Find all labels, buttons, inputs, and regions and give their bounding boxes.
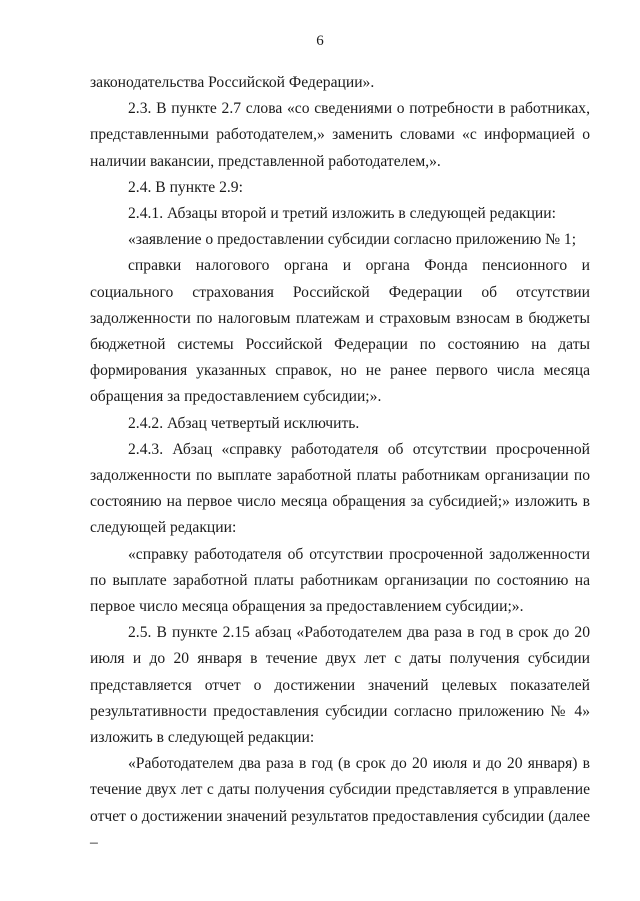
paragraph-2-5: 2.5. В пункте 2.15 абзац «Работодателем два раза в год в срок до 20 июля и до 20 января в течение двух лет с даты получения субсидии представляется отчет о достижении значений целевых показателей результативности предоставления субсидии согласно приложению № 4» изложить в следующей редакции: xyxy=(90,624,590,747)
paragraph-2-4-2: 2.4.2. Абзац четвертый исключить. xyxy=(128,414,360,432)
paragraph-quote-application: «заявление о предоставлении субсидии согласно приложению № 1; xyxy=(128,231,577,249)
paragraph-quote-report: «Работодателем два раза в год (в срок до 20 июля и до 20 января) в течение двух лет с даты получения субсидии представляется в управление отчет о достижении значений результатов предоставления субсидии (далее – xyxy=(90,755,590,851)
paragraph-continuation: законодательства Российской Федерации». xyxy=(90,74,375,91)
paragraph-2-3: 2.3. В пункте 2.7 слова «со сведениями о потребности в работниках, представленными работодателем,» заменить словами «с информацией о наличии вакансии, представленной работодателем,». xyxy=(90,100,590,170)
page-number: 6 xyxy=(316,33,324,49)
document-body xyxy=(90,70,590,856)
paragraph-2-4: 2.4. В пункте 2.9: xyxy=(128,178,243,196)
paragraph-tax-certificates: справки налогового органа и органа Фонда пенсионного и социального страхования Российской Федерации об отсутствии задолженности по налоговым платежам и страховым взносам в бюджеты бюджетной системы Российской Федерации по состоянию на даты формирования указанных справок, но не ранее первого числа месяца обращения за предоставлением субсидии;». xyxy=(90,257,590,406)
paragraph-2-4-3: 2.4.3. Абзац «справку работодателя об отсутствии просроченной задолженности по выплате заработной платы работникам организации по состоянию на первое число месяца обращения за субсидией;» изложить в следующей редакции: xyxy=(90,440,590,537)
paragraph-2-4-1: 2.4.1. Абзацы второй и третий изложить в следующей редакции: xyxy=(128,205,556,223)
paragraph-quote-employer-certificate: «справку работодателя об отсутствии просроченной задолженности по выплате заработной платы работникам организации по состоянию на первое число месяца обращения за предоставлением субсидии;». xyxy=(90,545,590,616)
